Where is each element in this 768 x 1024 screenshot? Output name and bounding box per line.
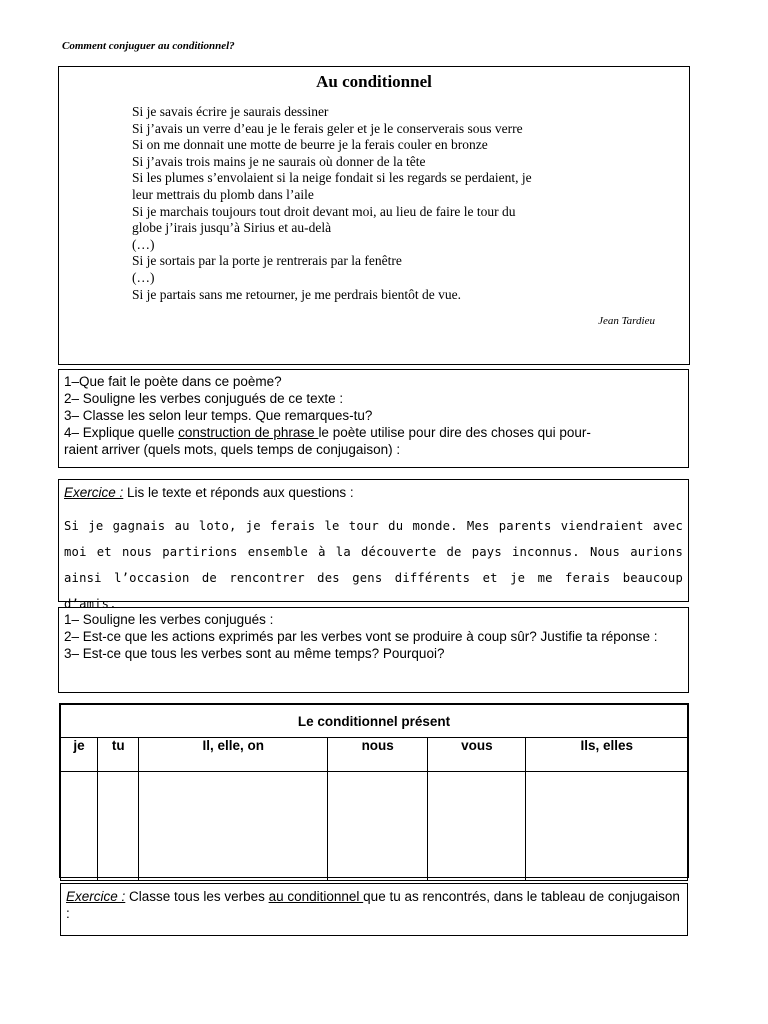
question-4-prefix: 4– Explique quelle (64, 425, 179, 440)
poem-line: Si on me donnait une motte de beurre je la ferais couler en bronze (132, 137, 488, 153)
table-cell-il[interactable] (139, 772, 328, 881)
question-4-underlined: construction de phrase (178, 425, 319, 440)
exercise-2-underlined: au conditionnel (268, 889, 364, 904)
table-header-nous: nous (328, 738, 428, 772)
table-header-je: je (61, 738, 98, 772)
table-cell-tu[interactable] (98, 772, 139, 881)
poem-title: Au conditionnel (316, 72, 432, 91)
poem-line: Si j’avais trois mains je ne saurais où donner de la tête (132, 153, 426, 169)
poem-author: Jean Tardieu (598, 315, 655, 327)
table-header-tu: tu (98, 738, 139, 772)
table-header-vous: vous (428, 738, 526, 772)
question2-3: 3– Est-ce que tous les verbes sont au même temps? Pourquoi? (64, 646, 445, 661)
exercise-1-label: Exercice : (64, 485, 124, 500)
table-cell-ils[interactable] (526, 772, 688, 881)
page-header: Comment conjuguer au conditionnel? (62, 40, 235, 52)
exercise-2-label: Exercice : (66, 889, 126, 904)
question-3: 3– Classe les selon leur temps. Que remarques-tu? (64, 408, 373, 423)
exercise-2-box (60, 883, 688, 936)
poem-line: Si j’avais un verre d’eau je le ferais geler et je le conserverais sous verre (132, 120, 523, 136)
question-2: 2– Souligne les verbes conjugués de ce texte : (64, 391, 344, 406)
poem-line: globe j’irais jusqu’à Sirius et au-delà (132, 220, 332, 236)
question-1: 1–Que fait le poète dans ce poème? (64, 374, 282, 389)
conjugation-table-box (59, 703, 689, 878)
question-4 (64, 424, 683, 441)
poem-box (58, 66, 690, 365)
poem-line: (…) (132, 236, 155, 252)
question-4-suffix: le poète utilise pour dire des choses qui pour- (318, 425, 591, 440)
table-title: Le conditionnel présent (61, 705, 688, 738)
table-header-ils: Ils, elles (526, 738, 688, 772)
poem-line: (…) (132, 269, 155, 285)
question2-2: 2– Est-ce que les actions exprimés par les verbes vont se produire à coup sûr? Justifie ta réponse : (64, 629, 658, 644)
table-cell-vous[interactable] (428, 772, 526, 881)
exercise-1-text: Si je gagnais au loto, je ferais le tour du monde. Mes parents viendraient avec moi et nous partirions ensemble à la découverte de pays inconnus. Nous aurions ainsi l’occasion de rencontrer des gens différents et je me ferais beaucoup d’amis. (64, 519, 683, 611)
poem-line: Si je savais écrire je saurais dessiner (132, 104, 329, 119)
table-cell-je[interactable] (61, 772, 98, 881)
poem-line: Si je sortais par la porte je rentrerais par la fenêtre (132, 253, 402, 269)
poem-line: Si je marchais toujours tout droit devant moi, au lieu de faire le tour du (132, 203, 516, 219)
questions-box (58, 369, 689, 468)
exercise-2-after: que tu as rencontrés, dans le tableau de conjugaison : (66, 889, 680, 921)
question-4-line2: raient arriver (quels mots, quels temps de conjugaison) : (64, 442, 401, 457)
exercise-1-box (58, 479, 689, 611)
poem-lines (132, 104, 652, 303)
exercise-2-text (66, 888, 682, 922)
exercise-2-before: Classe tous les verbes (125, 889, 269, 904)
exercise-1-instruction: Lis le texte et réponds aux questions : (123, 485, 354, 500)
conjugation-table (60, 704, 688, 881)
poem-line: Si je partais sans me retourner, je me perdrais bientôt de vue. (132, 286, 461, 302)
poem-line: Si les plumes s’envolaient si la neige fondait si les regards se perdaient, je (132, 170, 532, 186)
table-header-il: Il, elle, on (139, 738, 328, 772)
question2-1: 1– Souligne les verbes conjugués : (64, 612, 274, 627)
poem-line: leur mettrais du plomb dans l’aile (132, 186, 314, 202)
table-cell-nous[interactable] (328, 772, 428, 881)
questions-2-box (58, 607, 689, 693)
exercise-1-heading (64, 484, 683, 501)
